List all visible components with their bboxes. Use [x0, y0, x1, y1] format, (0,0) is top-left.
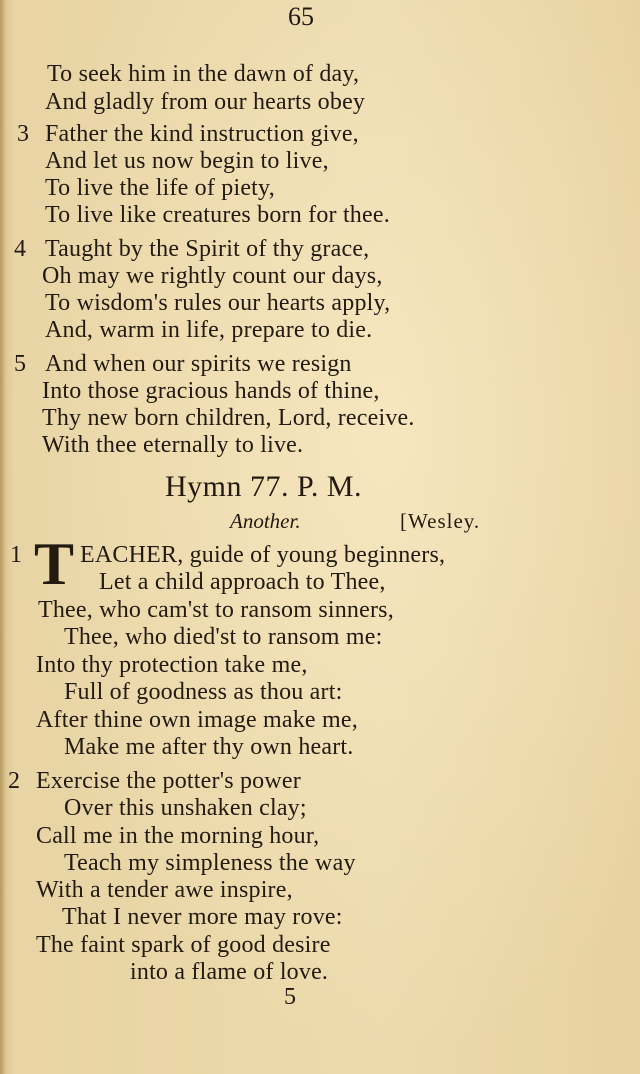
verse-number: 3: [17, 121, 29, 147]
verse-line: And when our spirits we resign: [45, 351, 352, 377]
verse-line: Into those gracious hands of thine,: [42, 378, 380, 404]
hymn-tune: Another.: [230, 509, 301, 533]
verse-number: 1: [10, 542, 22, 568]
verse-line: Thy new born children, Lord, receive.: [42, 405, 415, 431]
verse-line: Thee, who died'st to ransom me:: [64, 624, 383, 650]
verse-line: Into thy protection take me,: [36, 652, 308, 678]
verse-line: To wisdom's rules our hearts apply,: [45, 290, 391, 316]
verse-number: 4: [14, 236, 26, 262]
verse-line: And let us now begin to live,: [45, 148, 329, 174]
verse-line: And, warm in life, prepare to die.: [45, 317, 373, 343]
hymn-author: [Wesley.: [400, 509, 481, 533]
verse-line: The faint spark of good desire: [36, 932, 331, 958]
verse-line: Thee, who cam'st to ransom sinners,: [38, 597, 394, 623]
drop-cap: T: [34, 531, 75, 597]
verse-line: With a tender awe inspire,: [36, 877, 293, 903]
verse-line: To live the life of piety,: [45, 175, 275, 201]
signature-mark: 5: [284, 984, 296, 1010]
verse-line: Make me after thy own heart.: [64, 734, 354, 760]
verse-line: Over this unshaken clay;: [64, 795, 307, 821]
verse-number: 2: [8, 768, 20, 794]
verse-line: And gladly from our hearts obey: [45, 89, 366, 115]
verse-line: That I never more may rove:: [62, 904, 343, 930]
verse-line: To live like creatures born for thee.: [45, 202, 390, 228]
verse-line: To seek him in the dawn of day,: [47, 61, 360, 87]
verse-line: into a flame of love.: [130, 959, 329, 985]
verse-line: Father the kind instruction give,: [45, 121, 359, 147]
verse-line: Full of goodness as thou art:: [64, 679, 343, 705]
verse-number: 5: [14, 351, 26, 377]
verse-line: With thee eternally to live.: [42, 432, 304, 458]
verse-line: EACHER, guide of young beginners,: [80, 542, 446, 568]
verse-line: After thine own image make me,: [36, 707, 358, 733]
page-number: 65: [288, 2, 314, 31]
page-binding-edge: [0, 0, 6, 1074]
verse-line: Call me in the morning hour,: [36, 823, 320, 849]
verse-line: Exercise the potter's power: [36, 768, 301, 794]
verse-line: Let a child approach to Thee,: [99, 569, 386, 595]
verse-line: Taught by the Spirit of thy grace,: [45, 236, 370, 262]
verse-line: Oh may we rightly count our days,: [42, 263, 383, 289]
hymn-title: Hymn 77. P. M.: [165, 470, 363, 503]
verse-line: Teach my simpleness the way: [64, 850, 356, 876]
